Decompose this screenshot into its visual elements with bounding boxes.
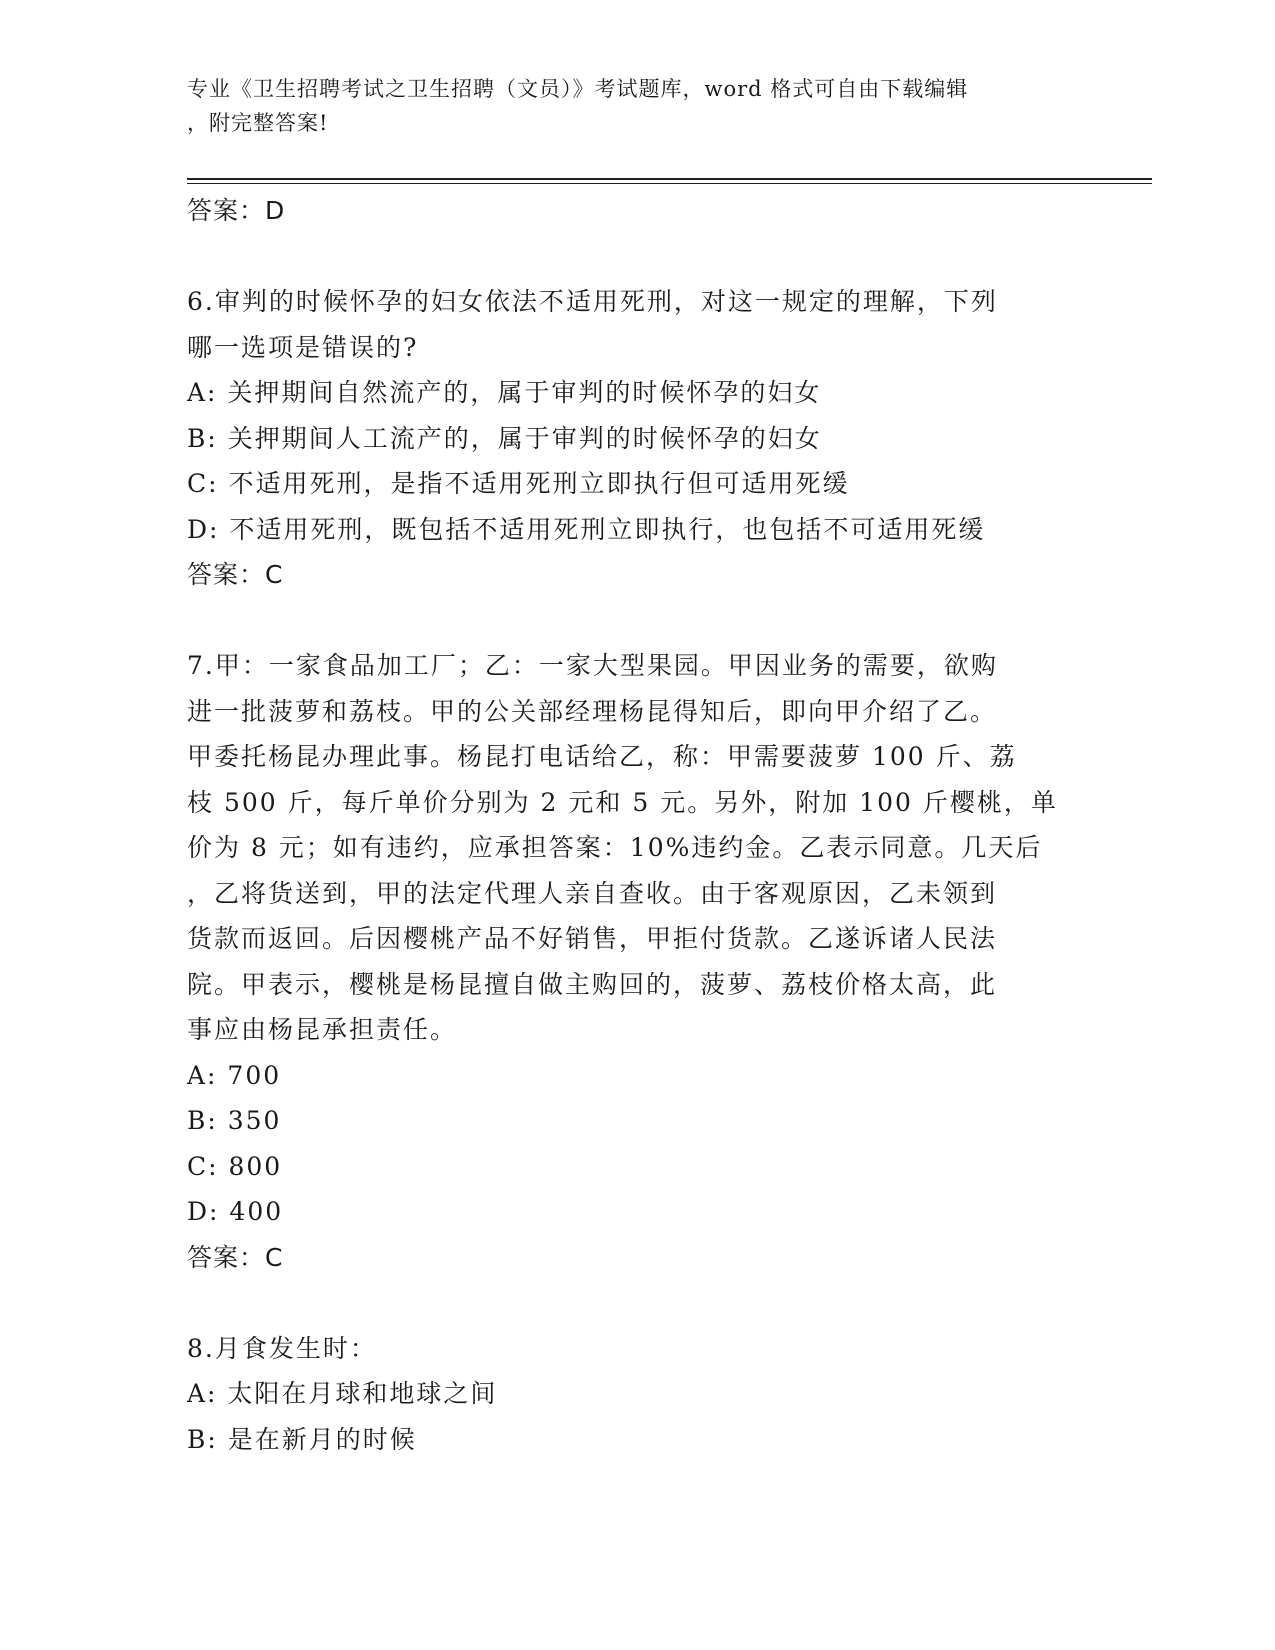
spacer [187,234,1087,280]
answer-line: 答案：D [187,196,286,225]
option-d: D: 400 [187,1197,284,1226]
option-b: B: 是在新月的时候 [187,1424,417,1454]
question-text-line: 院。甲表示，樱桃是杨昆擅自做主购回的，菠萝、荔枝价格太高，此 [187,969,998,999]
question-text-line: 8.月食发生时： [187,1333,377,1363]
header-line-1: 专业《卫生招聘考试之卫生招聘（文员）》考试题库，word 格式可自由下载编辑 [187,77,969,101]
question-text-line: 价为 8 元；如有违约，应承担答案：10%违约金。乙表示同意。几天后 [187,833,1043,862]
question-text-line: 6.审判的时候怀孕的妇女依法不适用死刑，对这一规定的理解，下列 [187,287,998,316]
answer-line: 答案：C [187,560,284,589]
option-b: B: 350 [187,1106,282,1135]
question-7 [187,643,1087,1280]
header-divider-thin [187,183,1152,184]
question-text-line: 哪一选项是错误的? [187,332,419,362]
header-divider-thick [187,178,1152,180]
option-a: A: 太阳在月球和地球之间 [187,1379,498,1408]
question-content [187,188,1087,1462]
spacer [187,1280,1087,1326]
question-text-line: ，乙将货送到，甲的法定代理人亲自查收。由于客观原因，乙未领到 [187,878,998,908]
option-a: A: 700 [187,1060,282,1090]
option-c: C: 不适用死刑，是指不适用死刑立即执行但可适用死缓 [187,469,850,498]
question-6 [187,279,1087,598]
question-text-line: 事应由杨昆承担责任。 [187,1015,458,1044]
option-b: B: 关押期间人工流产的，属于审判的时候怀孕的妇女 [187,423,822,453]
question-text-line: 枝 500 斤，每斤单价分别为 2 元和 5 元。另外，附加 100 斤樱桃，单 [187,787,1058,817]
question-text-line: 7.甲：一家食品加工厂；乙：一家大型果园。甲因业务的需要，欲购 [187,651,998,680]
document-header [187,72,1067,140]
option-c: C: 800 [187,1151,283,1181]
question-text-line: 进一批菠萝和荔枝。甲的公关部经理杨昆得知后，即向甲介绍了乙。 [187,696,998,726]
question-text-line: 货款而返回。后因樱桃产品不好销售，甲拒付货款。乙遂诉诸人民法 [187,924,998,953]
option-d: D: 不适用死刑，既包括不适用死刑立即执行，也包括不可适用死缓 [187,514,986,544]
spacer [187,598,1087,644]
question-8 [187,1326,1087,1463]
answer-line: 答案：C [187,1242,284,1272]
option-a: A: 关押期间自然流产的，属于审判的时候怀孕的妇女 [187,378,822,407]
header-line-2: ，附完整答案! [187,111,329,135]
question-text-line: 甲委托杨昆办理此事。杨昆打电话给乙，称：甲需要菠萝 100 斤、荔 [187,742,1017,771]
